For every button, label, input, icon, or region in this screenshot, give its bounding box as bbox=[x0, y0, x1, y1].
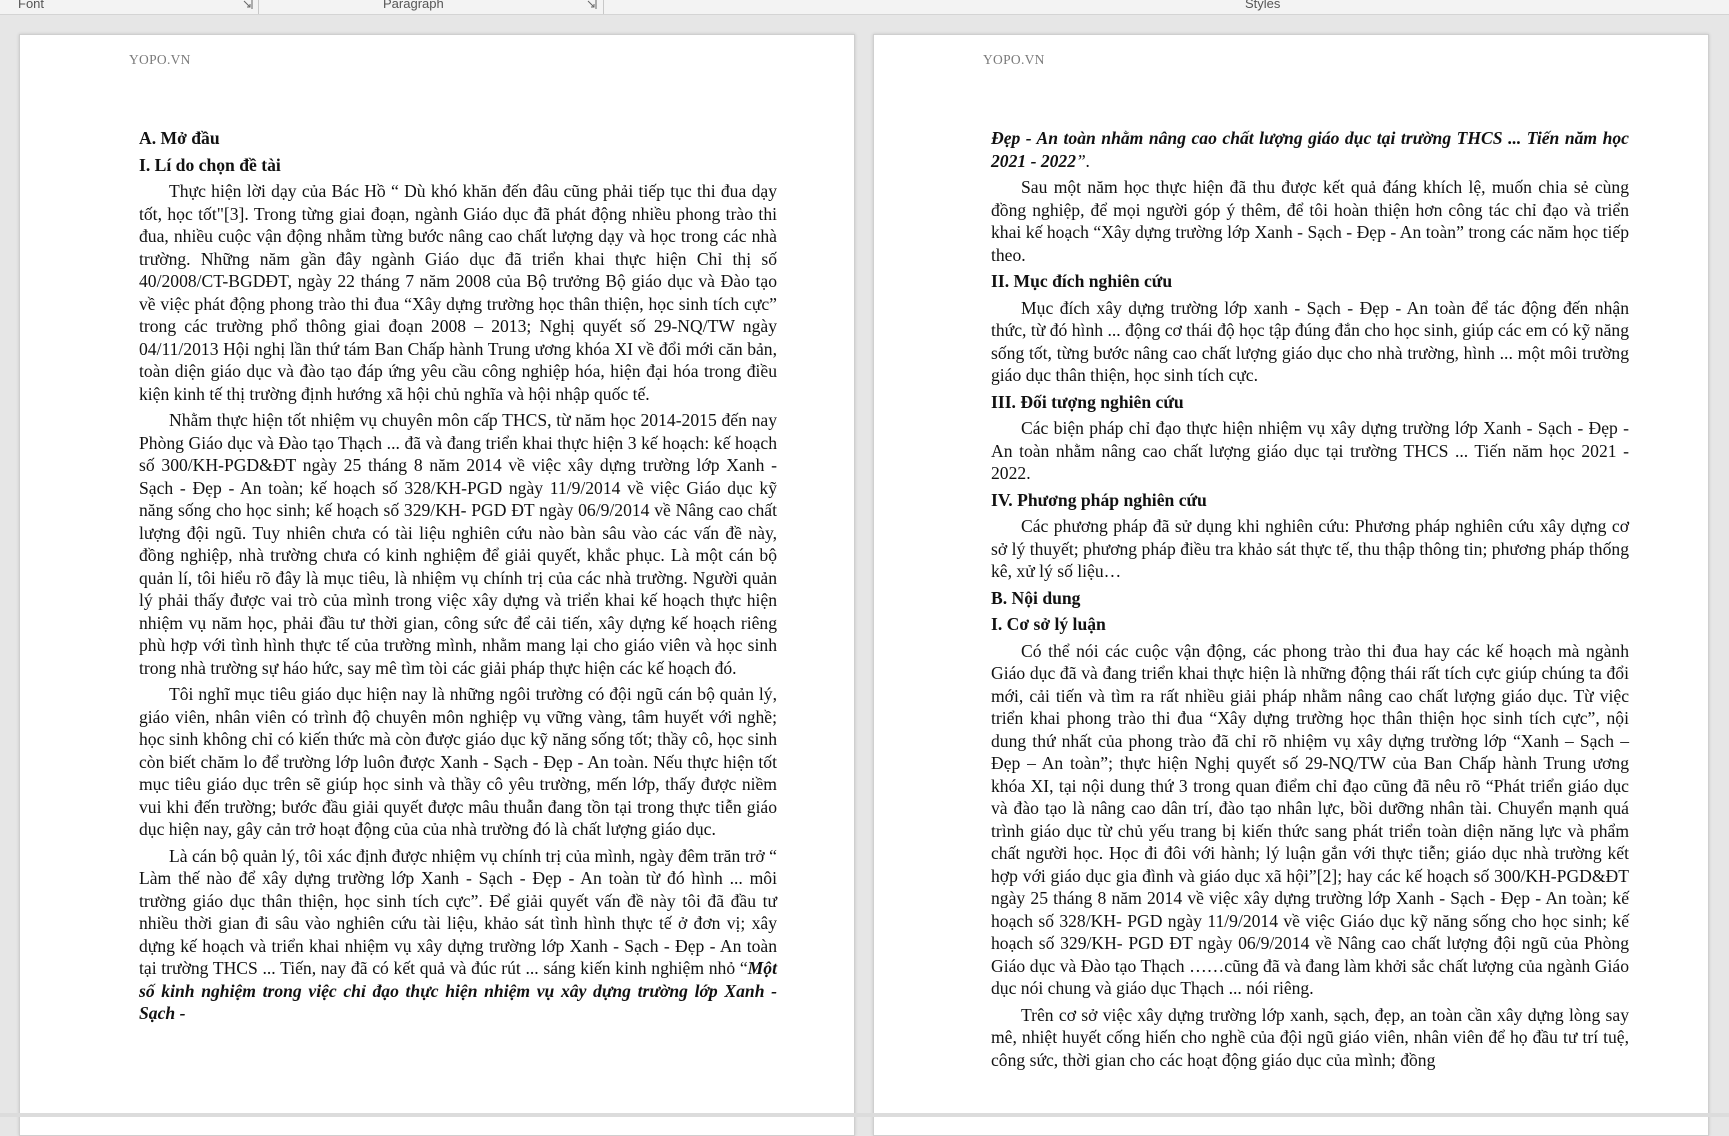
paragraph-dialog-launcher-icon[interactable] bbox=[585, 0, 597, 10]
ribbon-separator bbox=[258, 0, 259, 14]
paragraph-group-label: Paragraph bbox=[383, 0, 444, 11]
page-header: YOPO.VN bbox=[983, 52, 1045, 67]
document-page-2[interactable] bbox=[873, 34, 1709, 1136]
initiative-title: Một số kinh nghiệm trong việc chỉ đạo thực hiện nhiệm vụ xây dựng trường lớp Xanh - Sạch - bbox=[139, 958, 777, 1023]
title-end: ”. bbox=[1076, 150, 1091, 171]
subsection-heading: III. Đối tượng nghiên cứu bbox=[991, 391, 1184, 412]
section-heading: B. Nội dung bbox=[991, 587, 1081, 608]
title-continuation bbox=[991, 127, 1629, 172]
horizontal-scrollbar[interactable] bbox=[0, 1113, 1729, 1117]
body-paragraph: Các phương pháp đã sử dụng khi nghiên cứu: Phương pháp nghiên cứu xây dựng cơ sở lý thuyết; phương pháp điều tra khảo sát thực tế, thu thập thông tin; phương pháp thống kê, xử lý số liệu… bbox=[991, 516, 1629, 581]
ribbon-group-bar bbox=[0, 0, 1729, 15]
font-group-label: Font bbox=[18, 0, 45, 11]
section-heading: A. Mở đầu bbox=[139, 128, 220, 148]
body-paragraph: Sau một năm học thực hiện đã thu được kết quả đáng khích lệ, muốn chia sẻ cùng đồng nghiệp, để mọi người góp ý thêm, để tôi hoàn thiện hơn công tác chỉ đạo và triển khai kế hoạch “Xây dựng trường lớp Xanh - Sạch - Đẹp - An toàn” trong các năm học tiếp theo. bbox=[991, 177, 1629, 265]
body-paragraph: Thực hiện lời dạy của Bác Hồ “ Dù khó khăn đến đâu cũng phải tiếp tục thi đua dạy tốt, học tốt"[3]. Trong từng giai đoạn, ngành Giáo dục đã phát động nhiều phong trào thi đua, nhiều cuộc vận động nhằm từng bước nâng cao chất lượng dạy và học trong các nhà trường. Những năm gần đây ngành Giáo dục đã triển khai thực hiện Chỉ thị số 40/2008/CT-BGDĐT, ngày 22 tháng 7 năm 2008 của Bộ trưởng Bộ giáo dục và Đào tạo về việc phát động phong trào thi đua “Xây dựng trường học thân thiện, học sinh tích cực” trong các trường phổ thông giai đoạn 2008 – 2013; Nghị quyết số 29-NQ/TW ngày 04/11/2013 Hội nghị lần thứ tám Ban Chấp hành Trung ương khóa XI về đổi mới căn bản, toàn diện giáo dục và đào tạo đáp ứng yêu cầu công nghiệp hóa, hiện đại hóa trong điều kiện kinh tế thị trường định hướng xã hội chủ nghĩa và hội nhập quốc tế. bbox=[139, 181, 777, 404]
document-page-1[interactable] bbox=[19, 34, 855, 1136]
subsection-heading: II. Mục đích nghiên cứu bbox=[991, 271, 1173, 291]
body-paragraph: Có thể nói các cuộc vận động, các phong trào thi đua hay các kế hoạch mà ngành Giáo dục đã và đang triển khai thực hiện là những động thái rất tích cực giúp chúng ta đổi mới, cải tiến và tìm ra rất nhiều giải pháp nhằm nâng cao chất lượng giáo dục. Từ việc triển khai phong trào thi đua “Xây dựng trường học thân thiện học sinh tích cực”, nội dung thứ nhất của phong trào đã chỉ rõ nhiệm vụ xây dựng trường lớp “Xanh – Sạch – Đẹp – An toàn”; thực hiện Nghị quyết số 29-NQ/TW của Ban Chấp hành Trung ương khóa XI, tại nội dung thứ 3 trong quan điểm chỉ đạo cũng đã nêu rõ “Phát triển giáo dục và đào tạo là nâng cao dân trí, đào tạo nhân lực, bồi dưỡng nhân tài. Chuyển mạnh quá trình giáo dục từ chủ yếu trang bị kiến thức sang phát triển toàn diện năng lực và phẩm chất người học. Học đi đôi với hành; lý luận gắn với thực tiễn; giáo dục nhà trường kết hợp với giáo dục gia đình và giáo dục xã hội”[2]; hay các kế hoạch số 300/KH-PGD&ĐT ngày 25 tháng 8 năm 2014 về việc xây dựng trường lớp Xanh - Sạch - Đẹp - An toàn; kế hoạch số 328/KH- PGD ngày 11/9/2014 về việc Giáo dục kỹ năng sống cho học sinh; kế hoạch số 329/KH- PGD ĐT ngày 06/9/2014 về Nâng cao chất lượng đội ngũ của Phòng Giáo dục và Đào tạo Thạch ……cũng đã và đang làm khởi sắc chất lượng của ngành Giáo dục nói chung và giáo dục Thạch ... nói riêng. bbox=[991, 640, 1629, 998]
ribbon-separator bbox=[603, 0, 604, 14]
initiative-title: Đẹp - An toàn nhằm nâng cao chất lượng giáo dục tại trường THCS ... Tiến năm học 2021 - 2022 bbox=[991, 128, 1629, 171]
body-paragraph bbox=[139, 845, 777, 1025]
body-paragraph: Mục đích xây dựng trường lớp xanh - Sạch - Đẹp - An toàn để tác động đến nhận thức, từ đó hình ... động cơ thái độ học tập đúng đắn cho học sinh, giúp các em có kỹ năng sống tốt, từng bước nâng cao chất lượng giáo dục cho nhà trường, hình ... một môi trường giáo dục thân thiện, học sinh tích cực. bbox=[991, 297, 1629, 385]
page-body[interactable] bbox=[991, 127, 1629, 1075]
subsection-heading: IV. Phương pháp nghiên cứu bbox=[991, 489, 1207, 510]
body-paragraph: Các biện pháp chỉ đạo thực hiện nhiệm vụ xây dựng trường lớp Xanh - Sạch - Đẹp - An toàn nhằm nâng cao chất lượng giáo dục tại trường THCS ... Tiến năm học 2021 - 2022. bbox=[991, 418, 1629, 483]
font-dialog-launcher-icon[interactable] bbox=[241, 0, 253, 10]
paragraph-text: Là cán bộ quản lý, tôi xác định được nhiệm vụ chính trị của mình, ngày đêm trăn trở “ Làm thế nào để xây dựng trường lớp Xanh - Sạch - Đẹp - An toàn từ đó hình ... môi trường giáo dục thân thiện, học sinh tích cực”. Để giải quyết vấn đề này tôi đã đầu tư nhiều thời gian đi sâu vào nghiên cứu tài liệu, khảo sát tình hình thực tế ở đơn vị; xây dựng kế hoạch và triển khai nhiệm vụ xây dựng trường lớp Xanh - Sạch - Đẹp - An toàn tại trường THCS ... Tiến, nay đã có kết quả và đúc rút ... sáng kiến kinh nghiệm nhỏ “ bbox=[139, 845, 777, 978]
page-header: YOPO.VN bbox=[129, 52, 191, 67]
subsection-heading: I. Lí do chọn đề tài bbox=[139, 154, 281, 175]
body-paragraph: Tôi nghĩ mục tiêu giáo dục hiện nay là những ngôi trường có đội ngũ cán bộ quản lý, giáo viên, nhân viên có trình độ chuyên môn nghiệp vụ vững vàng, tâm huyết với nghề; học sinh không chỉ có kiến thức mà còn được giáo dục kỹ năng sống tốt; thầy cô, học sinh còn biết chăm lo để trường lớp luôn được Xanh - Sạch - Đẹp - An toàn. Nếu thực hiện tốt mục tiêu giáo dục trên sẽ giúp học sinh và thầy cô yêu trường, mến lớp, thấy được niềm vui khi đến trường; bước đầu giải quyết được mâu thuẫn đang tồn tại trong thực tiễn giáo dục hiện nay, gây cản trở hoạt động của của nhà trường đó là chất lượng giáo dục. bbox=[139, 684, 777, 839]
body-paragraph: Trên cơ sở việc xây dựng trường lớp xanh, sạch, đẹp, an toàn cần xây dựng lòng say mê, nhiệt huyết cống hiến cho nghề của đội ngũ giáo viên, nhân viên để họ đầu tư trí tuệ, công sức, thời gian cho các hoạt động giáo dục của mình; đồng bbox=[991, 1004, 1629, 1070]
body-paragraph: Nhằm thực hiện tốt nhiệm vụ chuyên môn cấp THCS, từ năm học 2014-2015 đến nay Phòng Giáo dục và Đào tạo Thạch ... đã và đang triển khai thực hiện 3 kế hoạch: kế hoạch số 300/KH-PGD&ĐT ngày 25 tháng 8 năm 2014 về việc xây dựng trường lớp Xanh - Sạch - Đẹp - An toàn; kế hoạch số 328/KH-PGD ngày 11/9/2014 về việc Giáo dục kỹ năng sống cho học sinh; kế hoạch số 329/KH- PGD ĐT ngày 06/9/2014 về Nâng cao chất lượng đội ngũ. Tuy nhiên chưa có tài liệu nghiên cứu nào bàn sâu vào các vấn đề này, đồng nghiệp, nhà trường chưa có kinh nghiệm để giải quyết, khắc phục. Là một cán bộ quản lí, tôi hiểu rõ đây là mục tiêu, là nhiệm vụ chính trị của các nhà trường. Người quản lý phải thấy được vai trò của mình trong việc xây dựng và triển khai kế hoạch thực hiện nhiệm vụ năm học, phải đầu tư thời gian, công sức để cải tiến, xây dựng kế hoạch riêng phù hợp với tình hình thực tế của trường mình, nhằm mang lại cho giáo viên và học sinh trong nhà trường sự háo hức, say mê tìm tòi các giải pháp thực hiện các kế hoạch đó. bbox=[139, 410, 777, 678]
subsection-heading: I. Cơ sở lý luận bbox=[991, 614, 1106, 634]
page-body[interactable] bbox=[139, 127, 777, 1029]
styles-group-label: Styles bbox=[1245, 0, 1281, 11]
